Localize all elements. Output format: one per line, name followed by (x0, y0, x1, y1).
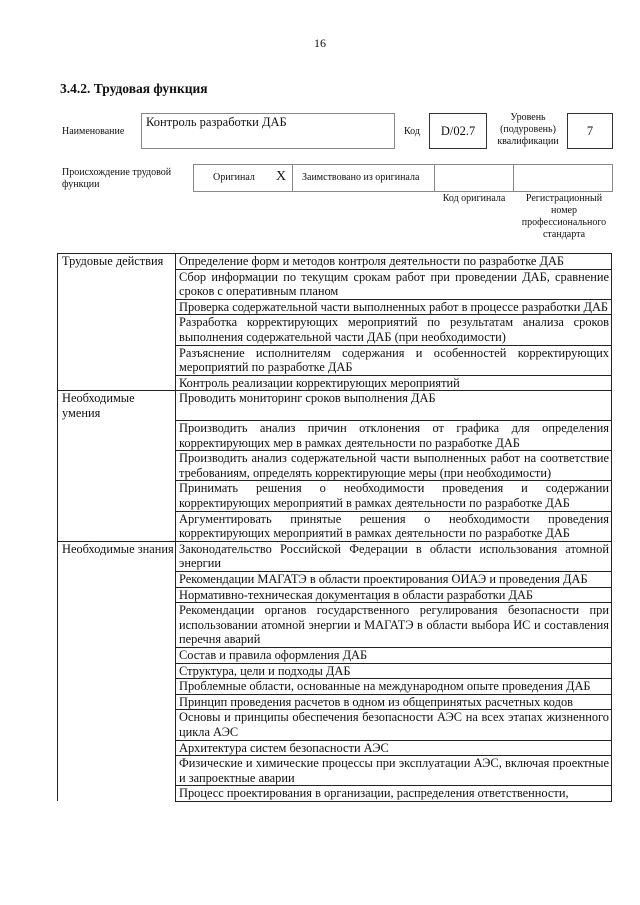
original-mark: X (276, 169, 287, 184)
table-row (58, 571, 612, 587)
table-row (58, 391, 612, 421)
table-cell: Проводить мониторинг сроков выполнения ДАБ (176, 391, 612, 421)
code-value: D/02.7 (440, 124, 476, 138)
table-row (58, 269, 612, 299)
table-row (58, 756, 612, 786)
table-row (58, 587, 612, 603)
table-row (58, 647, 612, 663)
table-cell: Определение форм и методов контроля деятельности по разработке ДАБ (176, 254, 612, 270)
name-label: Наименование (62, 126, 125, 137)
table-cell: Рекомендации МАГАТЭ в области проектирования ОИАЭ и проведения ДАБ (176, 571, 612, 587)
origin-label: Происхождение трудовой функции (62, 167, 172, 190)
original-label: Оригинал (213, 172, 255, 183)
table-cell: Принимать решения о необходимости проведения и содержании корректирующих мероприятий в рамках деятельности по разработке ДАБ (176, 481, 612, 511)
table-row (58, 694, 612, 710)
table-cell: Производить анализ содержательной части выполненных работ на соответствие требованиям, определять корректирующие меры (при необходимости) (176, 451, 612, 481)
category-cell: Необходимые знания (58, 541, 176, 571)
code-label: Код (404, 126, 420, 137)
table-row (58, 481, 612, 511)
table-cell: Законодательство Российской Федерации в области использования атомной энергии (176, 541, 612, 571)
borrowed-label: Заимствовано из оригинала (302, 172, 420, 183)
table-cell: Аргументировать принятые решения о необходимости проведения корректирующих мероприятий в рамках деятельности по разработке ДАБ (176, 511, 612, 541)
table-row (58, 315, 612, 345)
table-cell: Разъяснение исполнителям содержания и особенностей корректирующих мероприятий по разработке ДАБ (176, 345, 612, 375)
table-row (58, 679, 612, 695)
table-cell: Структура, цели и подходы ДАБ (176, 663, 612, 679)
name-field (141, 113, 395, 149)
code-field (429, 113, 487, 149)
level-field (567, 113, 613, 149)
table-cell: Основы и принципы обеспечения безопасности АЭС на всех этапах жизненного цикла АЭС (176, 710, 612, 740)
table-cell: Архитектура систем безопасности АЭС (176, 740, 612, 756)
table-row (58, 541, 612, 571)
table-row (58, 603, 612, 648)
table-cell: Производить анализ причин отклонения от графика для определения корректирующих мер в рамках деятельности по разработке ДАБ (176, 421, 612, 451)
name-value: Контроль разработки ДАБ (146, 115, 287, 129)
table-cell: Принцип проведения расчетов в одном из общепринятых расчетных кодов (176, 694, 612, 710)
category-cell: Необходимые умения (58, 391, 176, 421)
table-cell: Состав и правила оформления ДАБ (176, 647, 612, 663)
labor-function-table (57, 253, 612, 802)
table-row (58, 786, 612, 802)
divider (434, 164, 435, 191)
table-cell: Рекомендации органов государственного регулирования безопасности при использовании атомной энергии и МАГАТЭ в области выбора ИС и составления перечня аварий (176, 603, 612, 648)
table-cell: Разработка корректирующих мероприятий по результатам анализа сроков выполнения содержательной части ДАБ (при необходимости) (176, 315, 612, 345)
table-row (58, 299, 612, 315)
section-title: 3.4.2. Трудовая функция (60, 81, 208, 96)
page-number: 16 (314, 36, 326, 50)
divider (513, 164, 514, 191)
table-row (58, 345, 612, 375)
table-cell: Сбор информации по текущим срокам работ при проведении ДАБ, сравнение сроков с оперативным планом (176, 269, 612, 299)
level-value: 7 (586, 124, 594, 138)
registration-number-label: Регистрационный номер профессионального стандарта (521, 193, 607, 240)
table-row (58, 421, 612, 451)
table-cell: Контроль реализации корректирующих мероприятий (176, 375, 612, 391)
table-row (58, 740, 612, 756)
code-original-label: Код оригинала (442, 193, 506, 204)
divider (292, 164, 293, 191)
table-cell: Процесс проектирования в организации, распределения ответственности, (176, 786, 612, 802)
level-label: Уровень (подуровень) квалификации (497, 112, 559, 147)
table-cell: Нормативно-техническая документация в области разработки ДАБ (176, 587, 612, 603)
table-cell: Проблемные области, основанные на международном опыте проведения ДАБ (176, 679, 612, 695)
table-row (58, 254, 612, 270)
table-row (58, 511, 612, 541)
table-cell: Физические и химические процессы при эксплуатации АЭС, включая проектные и запроектные аварии (176, 756, 612, 786)
table-row (58, 663, 612, 679)
table-row (58, 710, 612, 740)
category-cell: Трудовые действия (58, 254, 176, 270)
table-row (58, 451, 612, 481)
table-row (58, 375, 612, 391)
table-cell: Проверка содержательной части выполненных работ в процессе разработки ДАБ (176, 299, 612, 315)
